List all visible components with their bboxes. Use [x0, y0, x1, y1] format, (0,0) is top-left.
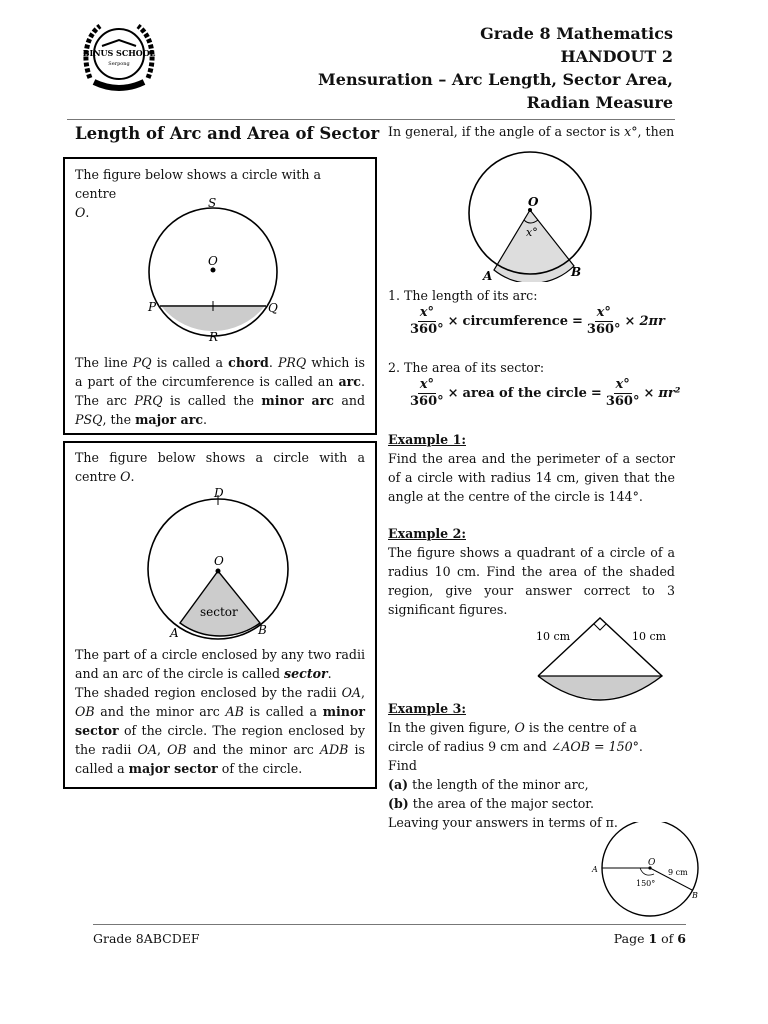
sector-box — [63, 441, 377, 789]
label-a: A — [170, 626, 179, 640]
f2-rhs: πr² — [658, 386, 681, 401]
footer-page-number: Page 1 of 6 — [613, 931, 686, 946]
example-1-title: Example 1: — [388, 432, 466, 447]
item-sector-area: 2. The area of its sector: — [388, 360, 545, 375]
example-3-figure — [588, 822, 708, 918]
chord-circle-figure — [135, 195, 305, 345]
frac-num-4: x° — [615, 377, 630, 392]
box2-paragraph: The part of a circle enclosed by any two radii and an arc of the circle is called sector. The shaded region enclosed by the radii OA, OB and the minor arc AB is called a minor sector of the circle. The region enclosed by the radii OA, OB and the minor arc ADB is called a major sector of the circle. — [75, 647, 365, 776]
label-b: B — [692, 891, 698, 900]
header-line-2: HANDOUT 2 — [560, 47, 673, 66]
general-statement: In general, if the angle of a sector is x°, then — [388, 124, 675, 139]
formula-sector-area: $\frac{x^\circ}{360^\circ}$ × area of the circle = $\frac{x^\circ}{360^\circ}$ × πr² — [410, 377, 681, 409]
frac-den-3: 360° — [410, 394, 444, 409]
f1-rhs: 2πr — [639, 314, 665, 329]
label-b: B — [258, 623, 267, 637]
logo-text: BINUS SCHOOL — [82, 48, 156, 58]
label-b: B — [571, 265, 582, 279]
box1-intro: The figure below shows a circle with a centre O. — [75, 167, 321, 220]
label-p: P — [148, 300, 157, 314]
frac-den-2: 360° — [586, 322, 621, 337]
label-radius: 9 cm — [668, 868, 688, 877]
example-3-title: Example 3: — [388, 701, 466, 716]
frac-num-3: x° — [419, 377, 434, 392]
label-o: O — [528, 195, 539, 209]
sector-shaded — [494, 210, 574, 282]
section-title: Length of Arc and Area of Sector — [75, 124, 380, 143]
label-angle: 150° — [636, 879, 656, 888]
header-line-1: Grade 8 Mathematics — [480, 24, 673, 43]
example-1-text: Find the area and the perimeter of a sector of a circle with radius 14 cm, given that the angle at the centre of the circle is 144°. — [388, 451, 675, 504]
label-o: O — [208, 254, 218, 268]
label-radius-1: 10 cm — [536, 630, 571, 643]
example-2-text: The figure shows a quadrant of a circle of a radius 10 cm. Find the area of the shaded region, give your answer correct to 3 significant figures. — [388, 545, 675, 617]
label-sector: sector — [200, 605, 238, 619]
frac-num-2: x° — [596, 305, 611, 320]
header-line-4: Radian Measure — [526, 93, 673, 112]
label-r: R — [209, 330, 219, 344]
label-a: A — [483, 269, 493, 282]
sector-circle-figure — [140, 487, 310, 643]
example-3-text: In the given figure, O is the centre of a circle of radius 9 cm and ∠AOB = 150°. Find (a) the length of the minor arc, (b) the area of the major sector. Leaving your answers in terms of π. — [388, 720, 643, 830]
frac-den-4: 360° — [605, 394, 640, 409]
centre-dot — [216, 569, 221, 574]
footer-divider — [93, 924, 686, 925]
label-o: O — [214, 554, 224, 568]
quadrant-figure — [530, 612, 670, 704]
label-x: x° — [526, 226, 538, 239]
footer-class: Grade 8ABCDEF — [93, 931, 200, 946]
example-2-title: Example 2: — [388, 526, 466, 541]
header-line-3: Mensuration – Arc Length, Sector Area, — [318, 70, 673, 89]
school-logo — [80, 18, 158, 96]
label-d: D — [214, 487, 224, 500]
right-angle-mark — [594, 624, 606, 630]
label-a: A — [592, 865, 598, 874]
handout-header — [318, 22, 673, 114]
label-o: O — [648, 858, 656, 868]
box2-intro: The figure below shows a circle with a centre O. — [75, 450, 365, 484]
item-arc-length: 1. The length of its arc: — [388, 288, 538, 303]
label-q: Q — [268, 301, 278, 315]
centre-dot — [211, 268, 216, 273]
box1-paragraph: The line PQ is called a chord. PRQ which is a part of the circumference is called an arc. The arc PRQ is called the minor arc and PSQ, the major arc. — [75, 355, 366, 427]
general-sector-figure — [458, 150, 598, 282]
label-radius-2: 10 cm — [632, 630, 667, 643]
label-s: S — [208, 196, 217, 210]
frac-num: x° — [419, 305, 434, 320]
f1-word: circumference — [462, 314, 568, 329]
f2-word: area of the circle — [462, 386, 587, 401]
header-divider — [67, 119, 675, 120]
formula-arc-length: $\frac{x^\circ}{360^\circ}$ × circumference = $\frac{x^\circ}{360^\circ}$ × 2πr — [410, 305, 665, 337]
minor-sector — [180, 571, 260, 636]
chord-arc-box — [63, 157, 377, 435]
frac-den: 360° — [410, 322, 444, 337]
logo-subtext: Serpong — [108, 61, 130, 67]
